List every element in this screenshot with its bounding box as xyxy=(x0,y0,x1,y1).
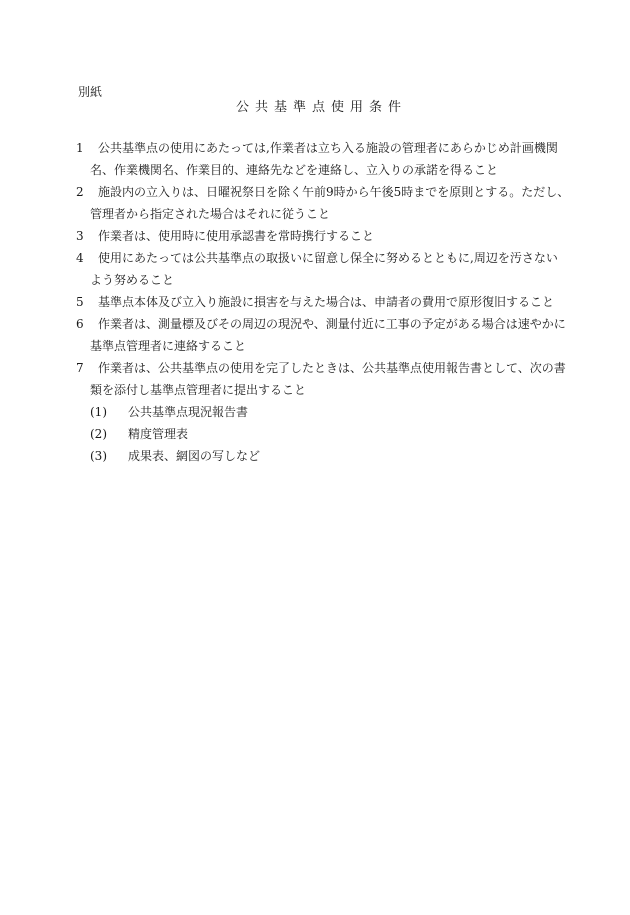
condition-number: 1 xyxy=(76,141,84,155)
condition-item-4 xyxy=(76,250,562,288)
attachment-item xyxy=(90,426,562,442)
attachment-number: (1) xyxy=(90,405,107,419)
condition-item-1 xyxy=(76,140,562,178)
condition-text: 作業者は、測量標及びその周辺の現況や、測量付近に工事の予定がある場合は速やかに xyxy=(98,317,566,331)
condition-item-3 xyxy=(76,228,562,244)
condition-text: 使用にあたっては公共基準点の取扱いに留意し保全に努めるとともに,周辺を汚さない xyxy=(98,251,558,265)
condition-number: 7 xyxy=(76,361,84,375)
attachment-text: 公共基準点現況報告書 xyxy=(128,405,249,419)
attachment-number: (3) xyxy=(90,449,107,463)
condition-number: 5 xyxy=(76,295,84,309)
attachment-text: 成果表、網図の写しなど xyxy=(128,449,261,463)
condition-line xyxy=(76,250,562,266)
condition-text: 公共基準点の使用にあたっては,作業者は立ち入る施設の管理者にあらかじめ計画機関 xyxy=(98,141,558,155)
condition-number: 6 xyxy=(76,317,84,331)
condition-item-2 xyxy=(76,184,570,222)
condition-line xyxy=(76,316,566,332)
condition-text: 作業者は、使用時に使用承認書を常時携行すること xyxy=(98,229,375,243)
condition-continuation: 名、作業機関名、作業目的、連絡先などを連絡し、立入りの承諾を得ること xyxy=(90,163,499,177)
attachment-text: 精度管理表 xyxy=(128,427,189,441)
condition-line xyxy=(76,360,566,376)
attachment-item xyxy=(90,404,562,420)
attachment-item xyxy=(90,448,562,464)
condition-text: 施設内の立入りは、日曜祝祭日を除く午前9時から午後5時までを原則とする。ただし、 xyxy=(98,185,570,199)
condition-line xyxy=(76,184,570,200)
condition-item-5 xyxy=(76,294,562,310)
document-label: 別紙 xyxy=(78,85,103,99)
condition-line xyxy=(76,140,562,156)
document-title: 公共基準点使用条件 xyxy=(236,100,408,115)
conditions-list xyxy=(76,140,570,470)
attachment-number: (2) xyxy=(90,427,107,441)
condition-continuation: 基準点管理者に連絡すること xyxy=(90,339,247,353)
condition-item-7 xyxy=(76,360,566,464)
condition-line xyxy=(76,294,562,310)
condition-item-6 xyxy=(76,316,566,354)
condition-number: 3 xyxy=(76,229,84,243)
condition-line xyxy=(76,228,562,244)
condition-continuation: 類を添付し基準点管理者に提出すること xyxy=(90,383,307,397)
condition-text: 作業者は、公共基準点の使用を完了したときは、公共基準点使用報告書として、次の書 xyxy=(98,361,566,375)
condition-number: 2 xyxy=(76,185,84,199)
attachment-list xyxy=(90,404,562,464)
condition-continuation: 管理者から指定された場合はそれに従うこと xyxy=(90,207,331,221)
condition-continuation: よう努めること xyxy=(90,273,175,287)
condition-text: 基準点本体及び立入り施設に損害を与えた場合は、申請者の費用で原形復旧すること xyxy=(98,295,555,309)
condition-number: 4 xyxy=(76,251,84,265)
